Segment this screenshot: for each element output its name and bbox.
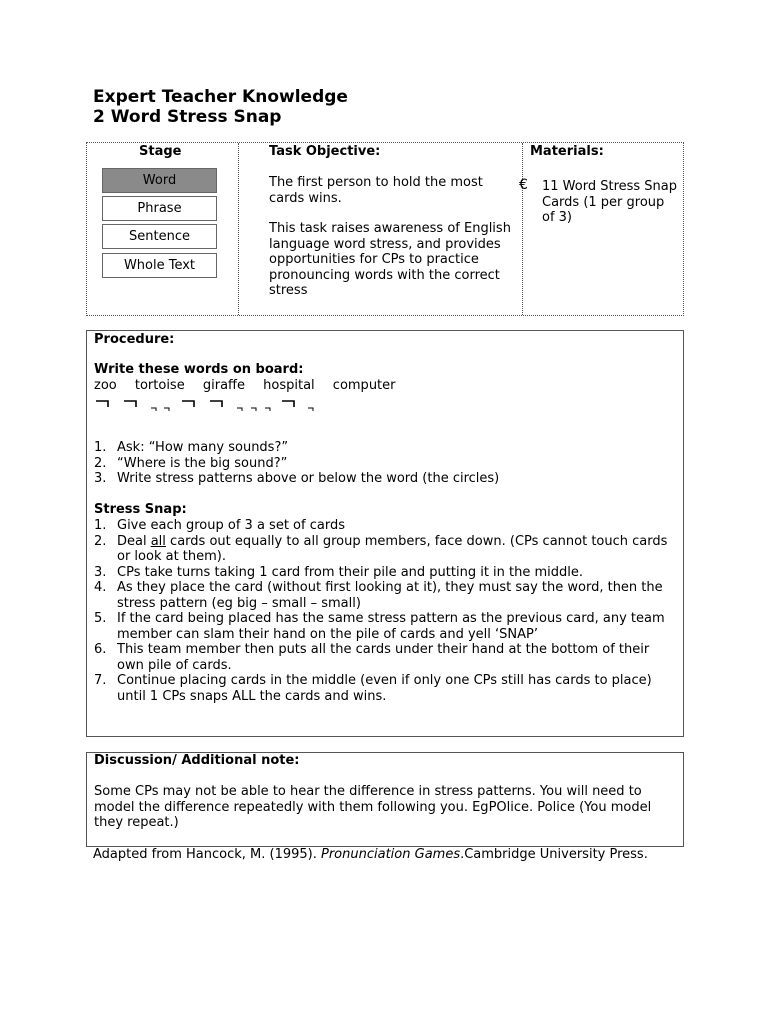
stress-snap-header: Stress Snap: (94, 502, 187, 517)
snap-steps (94, 518, 679, 704)
list-item: 5. If the card being placed has the same stress pattern as the previous card, any team member can slam their hand on the pile of cards and yell ‘SNAP’ (94, 611, 665, 642)
small-stress-icon (308, 408, 313, 411)
stress-pattern-marks (94, 395, 334, 415)
small-stress-icon (251, 408, 256, 411)
list-item: 1. Ask: “How many sounds?” (94, 440, 289, 455)
document-subtitle: 2 Word Stress Snap (93, 107, 282, 127)
board-header: Write these words on board: (94, 362, 304, 377)
small-stress-icon (151, 408, 156, 411)
big-stress-icon (96, 401, 108, 407)
procedure-header: Procedure: (94, 332, 175, 347)
big-stress-icon (210, 401, 222, 407)
stage-whole-text[interactable]: Whole Text (102, 253, 217, 278)
word-zoo: zoo (94, 378, 117, 393)
column-divider (522, 143, 523, 315)
stage-word[interactable]: Word (102, 168, 217, 193)
list-item: 6. This team member then puts all the cards under their hand at the bottom of their own pile of cards. (94, 642, 650, 673)
list-item: 4. As they place the card (without first looking at it), they must say the word, then the stress pattern (eg big – small – small) (94, 580, 663, 611)
word-tortoise: tortoise (134, 378, 185, 393)
word-hospital: hospital (263, 378, 315, 393)
procedure-box (86, 330, 684, 737)
big-stress-icon (124, 401, 136, 407)
objective-description: This task raises awareness of English language word stress, and provides opportunities for CPs to practice pronouncing words with the correct stress (269, 221, 511, 298)
word-giraffe: giraffe (202, 378, 245, 393)
bullet-icon: € (519, 177, 528, 193)
list-item: 3. Write stress patterns above or below the word (the circles) (94, 471, 500, 486)
stage-phrase[interactable]: Phrase (102, 196, 217, 221)
small-stress-icon (237, 408, 242, 411)
materials-item: 11 Word Stress Snap Cards (1 per group of 3) (542, 179, 678, 225)
question-steps (94, 440, 679, 487)
list-item: 2. Deal all cards out equally to all group members, face down. (CPs cannot touch cards or look at them). (94, 533, 668, 564)
small-stress-icon (164, 408, 169, 411)
discussion-text: Some CPs may not be able to hear the difference in stress patterns. You will need to model the difference repeatedly with them following you. EgPOlice. Police (You model they repeat.) (94, 784, 652, 830)
list-item: 7. Continue placing cards in the middle (even if only one CPs still has cards to place) until 1 CPs snaps ALL the cards and wins. (94, 673, 652, 704)
document-title: Expert Teacher Knowledge (93, 87, 348, 107)
stage-sentence[interactable]: Sentence (102, 224, 217, 249)
task-objective-header: Task Objective: (269, 144, 381, 159)
big-stress-icon (182, 401, 194, 407)
list-item: 2. “Where is the big sound?” (94, 455, 288, 471)
column-divider (238, 143, 239, 315)
stage-header: Stage (139, 144, 182, 159)
discussion-box (86, 752, 684, 847)
source-credit: Adapted from Hancock, M. (1995). Pronunciation Games.Cambridge University Press. (93, 847, 648, 862)
list-item: 1. Give each group of 3 a set of cards (94, 518, 345, 533)
discussion-header: Discussion/ Additional note: (94, 753, 300, 768)
word-computer: computer (332, 378, 396, 393)
small-stress-icon (265, 408, 270, 411)
overview-table (86, 142, 684, 316)
big-stress-icon (282, 401, 294, 407)
list-item: 3. CPs take turns taking 1 card from their pile and putting it in the middle. (94, 564, 584, 580)
objective-text: The first person to hold the most cards wins. (269, 175, 483, 206)
board-words (94, 378, 410, 394)
materials-header: Materials: (530, 144, 604, 159)
